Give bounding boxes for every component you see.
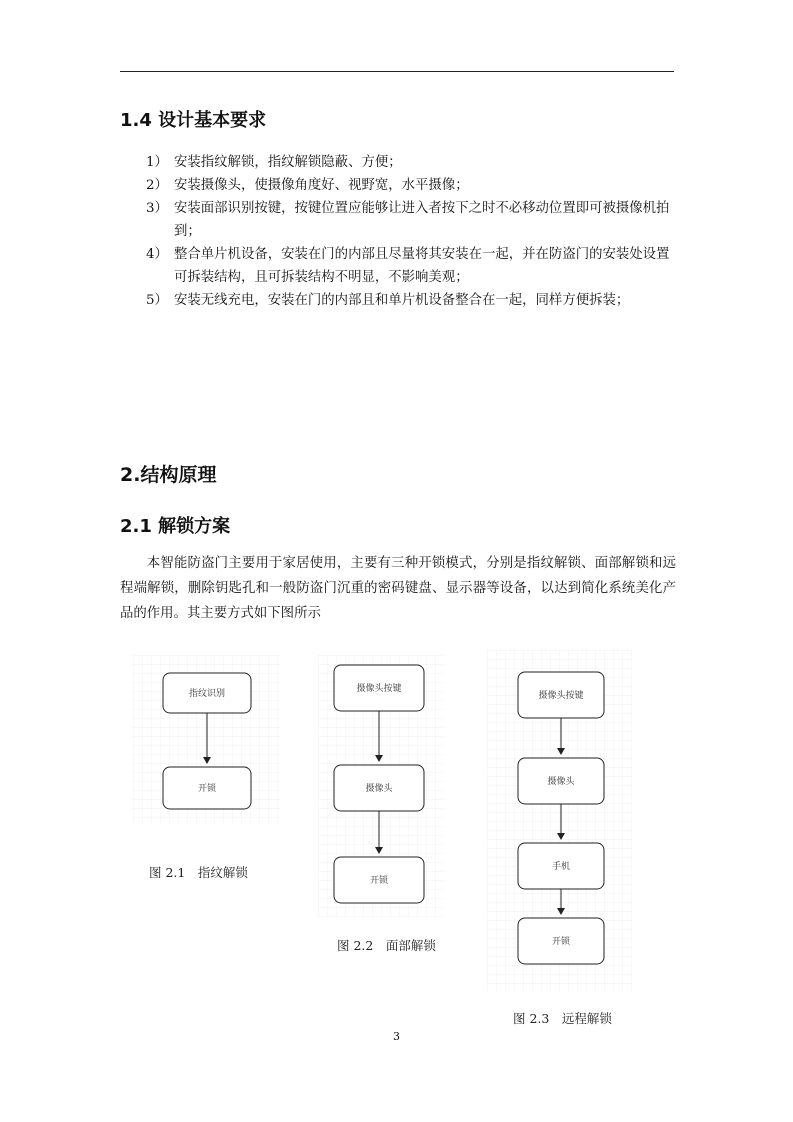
figure-face-diagram — [318, 655, 443, 917]
figure-fingerprint-diagram — [133, 655, 281, 825]
flow-box-label: 指纹识别 — [188, 689, 226, 699]
flow-box-label: 摄像头 — [547, 777, 575, 787]
list-item — [146, 174, 676, 197]
item-text: 安装面部识别按键，按键位置应能够让进入者按下之时不必移动位置即可被摄像机拍到； — [174, 201, 670, 239]
list-item — [146, 197, 676, 243]
item-number: 4） — [146, 247, 168, 262]
figure-2-2-caption: 图 2.2 面部解锁 — [337, 938, 436, 953]
list-item — [146, 151, 676, 174]
list-item — [146, 243, 676, 289]
flow-box-label: 摄像头按键 — [356, 684, 402, 694]
header-rule — [120, 71, 674, 72]
item-text: 安装摄像头，使摄像角度好、视野宽，水平摄像； — [174, 178, 469, 193]
flow-box-label: 摄像头 — [365, 784, 393, 794]
flow-box-label: 摄像头按键 — [538, 691, 584, 701]
item-number: 1） — [146, 155, 168, 170]
figure-2-3-caption: 图 2.3 远程解锁 — [513, 1011, 612, 1026]
item-number: 2） — [146, 178, 168, 193]
item-text: 安装指纹解锁，指纹解锁隐蔽、方便； — [174, 155, 402, 170]
page-number: 3 — [393, 1030, 400, 1043]
section-2-1-heading: 2.1 解锁方案 — [120, 516, 231, 537]
flow-box-label: 开锁 — [551, 937, 571, 947]
item-number: 3） — [146, 201, 168, 216]
flow-box-label: 开锁 — [197, 784, 217, 794]
figure-remote-diagram — [487, 650, 633, 992]
flow-box-label: 开锁 — [369, 876, 389, 886]
list-item — [146, 289, 676, 312]
section-1-4-heading: 1.4 设计基本要求 — [120, 110, 267, 131]
figure-2-1-caption: 图 2.1 指纹解锁 — [149, 865, 248, 880]
flow-box-label: 手机 — [551, 862, 571, 872]
section-2-heading: 2.结构原理 — [120, 464, 217, 486]
requirements-list — [146, 151, 676, 312]
unlock-scheme-paragraph: 本智能防盗门主要用于家居使用，主要有三种开锁模式，分别是指纹解锁、面部解锁和远程端解锁，删除钥匙孔和一般防盗门沉重的密码键盘、显示器等设备，以达到简化系统美化产品的作用。其主要方式如下图所示 — [120, 556, 676, 621]
item-text: 安装无线充电，安装在门的内部且和单片机设备整合在一起，同样方便拆装； — [174, 293, 630, 308]
item-text: 整合单片机设备，安装在门的内部且尽量将其安装在一起，并在防盗门的安装处设置可拆装结构，且可拆装结构不明显，不影响美观； — [174, 247, 670, 285]
item-number: 5） — [146, 293, 168, 308]
